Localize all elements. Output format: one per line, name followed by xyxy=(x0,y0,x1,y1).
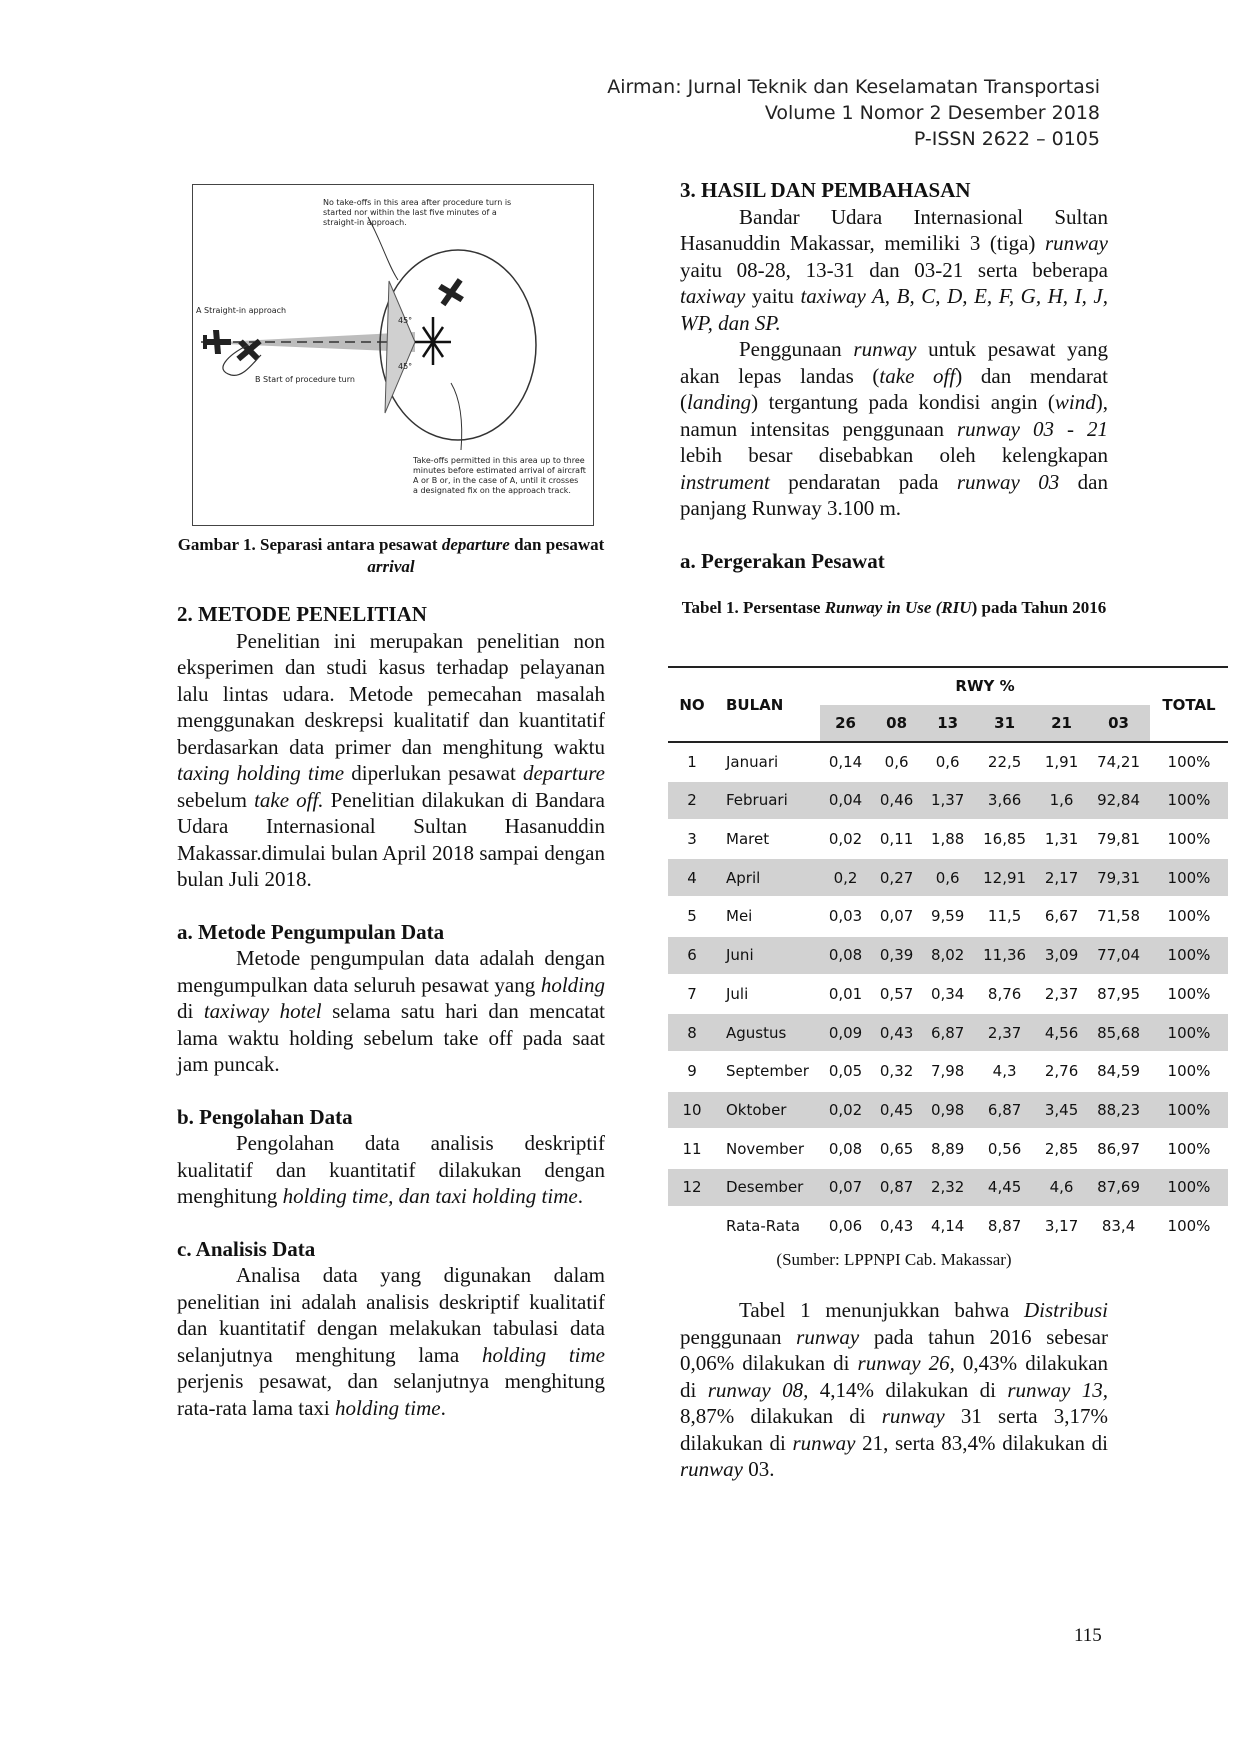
cell-value: 0,32 xyxy=(879,1062,914,1081)
italic-run: runway 03 xyxy=(956,469,1060,494)
cell-no: 1 xyxy=(687,752,697,771)
cell-value: 0,02 xyxy=(828,830,863,849)
journal-header xyxy=(607,74,1100,152)
cell-no: 5 xyxy=(687,907,697,926)
subsection-b-paragraph: Pengolahan data analisis deskriptif kualitatif dan kuantitatif dilakukan dengan menghitung holding time, dan taxi holding time. xyxy=(177,1131,605,1208)
table-row xyxy=(668,936,1228,975)
cell-value: 0,07 xyxy=(820,1168,871,1207)
cell-value: 0,56 xyxy=(987,1139,1022,1158)
cell-value: 0,02 xyxy=(820,1091,871,1130)
cell-value: 4,6 xyxy=(1036,1168,1087,1207)
cell-value: 8,76 xyxy=(987,984,1022,1003)
journal-title: Airman: Jurnal Teknik dan Keselamatan Transportasi xyxy=(607,76,1100,98)
cell-value: 1,88 xyxy=(930,830,965,849)
italic-run: holding xyxy=(540,972,605,997)
table-discussion-paragraph: Tabel 1 menunjukkan bahwa Distribusi penggunaan runway pada tahun 2016 sebesar 0,06% dilakukan di runway 26, 0,43% dilakukan di runway 08, 4,14% dilakukan di runway 13, 8,87% dilakukan di runway 31 serta 3,17% dilakukan di runway 21, serta 83,4% dilakukan di runway 03. xyxy=(680,1298,1109,1481)
section-2-title: 2. METODE PENELITIAN xyxy=(177,602,427,626)
table-row xyxy=(668,975,1228,1014)
cell-no: 8 xyxy=(668,1013,716,1052)
italic-run: runway xyxy=(796,1324,860,1349)
runway-in-use-table xyxy=(668,666,1228,1246)
cell-value: 83,4 xyxy=(1101,1216,1136,1235)
table-caption: Tabel 1. Persentase Runway in Use (RIU) pada Tahun 2016 xyxy=(681,598,1107,617)
cell-total: 100% xyxy=(1167,1062,1211,1081)
no-takeoff-sector xyxy=(385,281,415,413)
cell-value: 4,14 xyxy=(930,1216,965,1235)
cell-value: 0,14 xyxy=(828,752,863,771)
cell-value: 0,34 xyxy=(930,984,965,1003)
cell-value: 92,84 xyxy=(1087,781,1150,820)
table-row xyxy=(668,1052,1228,1091)
italic-run: taxiway A, B, C, D, E, F, G, H, I, J, WP, dan SP. xyxy=(680,284,1109,335)
cell-value: 12,91 xyxy=(973,858,1036,897)
cell-no: 11 xyxy=(682,1139,702,1158)
cell-value: 0,06 xyxy=(828,1216,863,1235)
cell-value: 0,65 xyxy=(879,1139,914,1158)
cell-value: 6,87 xyxy=(973,1091,1036,1130)
cell-value: 3,17 xyxy=(1044,1216,1079,1235)
table-source: (Sumber: LPPNPI Cab. Makassar) xyxy=(776,1250,1012,1269)
runway-cross xyxy=(415,317,451,365)
cell-bulan: Januari xyxy=(726,752,779,771)
italic-run: runway xyxy=(881,1404,945,1428)
cell-bulan: Agustus xyxy=(716,1013,820,1052)
table-header-rwy: RWY % xyxy=(955,677,1015,696)
cell-value: 11,36 xyxy=(973,936,1036,975)
table-header-rwy-21: 21 xyxy=(1036,705,1087,743)
note-bottom-line-2: minutes before estimated arrival of aircraft xyxy=(413,466,586,475)
cell-value: 0,46 xyxy=(871,781,922,820)
cell-bulan: April xyxy=(716,858,820,897)
cell-value: 0,08 xyxy=(828,1139,863,1158)
aircraft-departing-icon xyxy=(432,272,471,311)
table-header-rwy-26: 26 xyxy=(820,705,871,743)
note-top-line-2: started nor within the last five minutes of a xyxy=(323,208,497,217)
cell-total: 100% xyxy=(1150,858,1228,897)
subsection-a-paragraph: Metode pengumpulan data adalah dengan mengumpulkan data seluruh pesawat yang holding di taxiway hotel selama satu hari dan mencatat lama waktu holding sebelum take off pada saat jam puncak. xyxy=(177,946,605,1076)
italic-run: take off xyxy=(879,363,956,388)
cell-value: 8,87 xyxy=(987,1216,1022,1235)
cell-value: 0,11 xyxy=(879,830,914,849)
cell-bulan: November xyxy=(726,1139,805,1158)
aircraft-a-icon xyxy=(203,330,231,354)
italic-run: runway 26, xyxy=(857,1351,955,1375)
table-header-rwy-13: 13 xyxy=(922,705,973,743)
italic-run: wind xyxy=(1054,390,1096,414)
figure-separation-diagram xyxy=(192,184,594,526)
table-header-no: NO xyxy=(679,695,705,714)
cell-value: 1,91 xyxy=(1044,752,1079,771)
italic-run: holding time xyxy=(481,1342,605,1367)
journal-volume: Volume 1 Nomor 2 Desember 2018 xyxy=(764,102,1100,124)
note-top-line-3: straight-in approach. xyxy=(323,218,407,227)
table-row xyxy=(668,1129,1228,1168)
cell-total: 100% xyxy=(1167,1216,1211,1235)
cell-bulan: Juli xyxy=(726,984,749,1003)
cell-value: 79,31 xyxy=(1087,858,1150,897)
italic-run: instrument xyxy=(680,469,770,494)
journal-issn: P-ISSN 2622 – 0105 xyxy=(913,128,1100,150)
cell-value: 1,37 xyxy=(922,781,973,820)
cell-value: 0,6 xyxy=(922,858,973,897)
cell-bulan: Rata-Rata xyxy=(726,1216,801,1235)
italic-run: runway xyxy=(792,1430,856,1455)
cell-value: 2,85 xyxy=(1044,1139,1079,1158)
cell-value: 4,45 xyxy=(973,1168,1036,1207)
cell-value: 8,02 xyxy=(922,936,973,975)
cell-total: 100% xyxy=(1167,984,1211,1003)
cell-value: 86,97 xyxy=(1097,1139,1141,1158)
section-2-paragraph: Penelitian ini merupakan penelitian non eksperimen dan studi kasus terhadap pelayanan lalu lintas udara. Metode pemecahan masalah menggunakan deskrepsi kualitatif dan kuantitatif berdasarkan data primer dan menghitung waktu taxing holding time diperlukan pesawat departure sebelum take off. Penelitian dilakukan di Bandara Udara Internasional Sultan Hasanuddin Makassar.dimulai bulan April 2018 sampai dengan bulan Juli 2018. xyxy=(177,628,605,891)
page-number: 115 xyxy=(1074,1625,1102,1646)
cell-value: 0,05 xyxy=(828,1062,863,1081)
table-row xyxy=(668,1207,1228,1246)
table-header-rwy-03: 03 xyxy=(1087,705,1150,743)
cell-value: 7,98 xyxy=(930,1062,965,1081)
cell-value: 1,6 xyxy=(1036,781,1087,820)
cell-value: 3,45 xyxy=(1036,1091,1087,1130)
table-header-rwy-08: 08 xyxy=(871,705,922,743)
cell-total: 100% xyxy=(1167,752,1211,771)
cell-value: 0,03 xyxy=(828,907,863,926)
label-procedure-turn: B Start of procedure turn xyxy=(255,375,355,384)
table-row xyxy=(668,1091,1228,1130)
cell-total: 100% xyxy=(1150,936,1228,975)
subsection-b-title: b. Pengolahan Data xyxy=(177,1104,353,1129)
cell-value: 71,58 xyxy=(1097,907,1141,926)
cell-value: 0,09 xyxy=(820,1013,871,1052)
italic-run: runway xyxy=(680,1457,743,1481)
cell-value: 77,04 xyxy=(1087,936,1150,975)
table-header-bulan: BULAN xyxy=(726,695,784,714)
note-bottom-line-4: a designated fix on the approach track. xyxy=(413,486,571,495)
section-hasil xyxy=(680,177,1108,574)
cell-no: 4 xyxy=(668,858,716,897)
italic-run: runway 03 - 21 xyxy=(956,416,1108,441)
cell-total: 100% xyxy=(1150,781,1228,820)
italic-run: landing xyxy=(687,390,752,414)
table-row xyxy=(668,781,1228,820)
cell-no: 12 xyxy=(668,1168,716,1207)
cell-value: 0,07 xyxy=(879,907,914,926)
cell-bulan: Oktober xyxy=(716,1091,820,1130)
table-row xyxy=(668,1013,1228,1052)
aircraft-b-icon xyxy=(231,332,268,368)
cell-value: 0,2 xyxy=(820,858,871,897)
table-row xyxy=(668,1168,1228,1207)
cell-value: 3,66 xyxy=(973,781,1036,820)
cell-bulan: Juni xyxy=(716,936,820,975)
cell-total: 100% xyxy=(1150,1091,1228,1130)
cell-no: 2 xyxy=(668,781,716,820)
cell-value: 3,09 xyxy=(1036,936,1087,975)
cell-bulan: Mei xyxy=(726,907,753,926)
italic-run: runway xyxy=(1045,231,1108,255)
cell-bulan: Februari xyxy=(716,781,820,820)
subsection-a-title: a. Metode Pengumpulan Data xyxy=(177,919,445,944)
cell-value: 8,89 xyxy=(930,1139,965,1158)
cell-value: 0,45 xyxy=(871,1091,922,1130)
table-header-rwy-31: 31 xyxy=(973,705,1036,743)
figure-caption: Gambar 1. Separasi antara pesawat departure dan pesawat arrival xyxy=(177,535,605,576)
cell-no: 3 xyxy=(687,830,697,849)
cell-value: 4,56 xyxy=(1036,1013,1087,1052)
cell-value: 16,85 xyxy=(983,830,1027,849)
cell-value: 87,95 xyxy=(1097,984,1141,1003)
cell-total: 100% xyxy=(1167,1139,1211,1158)
cell-value: 0,01 xyxy=(828,984,863,1003)
cell-value: 2,32 xyxy=(922,1168,973,1207)
italic-run: taxing holding time xyxy=(177,761,345,785)
cell-value: 87,69 xyxy=(1087,1168,1150,1207)
cell-value: 0,27 xyxy=(871,858,922,897)
section-3-paragraph-2: Penggunaan runway untuk pesawat yang akan lepas landas (take off) dan mendarat (landing) tergantung pada kondisi angin (wind), namun intensitas penggunaan runway 03 - 21 lebih besar disebabkan oleh kelengkapan instrument pendaratan pada runway 03 dan panjang Runway 3.100 m. xyxy=(680,337,1108,520)
cell-value: 0,6 xyxy=(884,752,909,771)
cell-no: 6 xyxy=(668,936,716,975)
italic-run: departure xyxy=(522,761,605,785)
cell-value: 2,37 xyxy=(973,1013,1036,1052)
cell-bulan: Maret xyxy=(726,830,770,849)
cell-value: 4,3 xyxy=(992,1062,1017,1081)
table-discussion xyxy=(680,1297,1108,1483)
cell-bulan: Desember xyxy=(716,1168,820,1207)
italic-run: runway xyxy=(853,337,917,361)
cell-value: 22,5 xyxy=(987,752,1022,771)
cell-value: 74,21 xyxy=(1097,752,1141,771)
cell-value: 85,68 xyxy=(1087,1013,1150,1052)
table-row xyxy=(668,820,1228,859)
separation-diagram xyxy=(193,185,593,525)
cell-total: 100% xyxy=(1150,1168,1228,1207)
section-metode xyxy=(177,601,605,1421)
cell-value: 6,67 xyxy=(1044,907,1079,926)
italic-run: taxiway hotel xyxy=(203,999,322,1023)
section-3-paragraph-1: Bandar Udara Internasional Sultan Hasanuddin Makassar, memiliki 3 (tiga) runway yaitu 08-28, 13-31 dan 03-21 serta beberapa taxiway yaitu taxiway A, B, C, D, E, F, G, H, I, J, WP, dan SP. xyxy=(680,204,1109,335)
italic-run: Distribusi xyxy=(1023,1298,1108,1322)
cell-total: 100% xyxy=(1167,907,1211,926)
cell-value: 0,08 xyxy=(820,936,871,975)
italic-run: holding time xyxy=(334,1395,441,1420)
cell-no: 9 xyxy=(687,1062,697,1081)
table-row xyxy=(668,742,1228,781)
cell-value: 79,81 xyxy=(1097,830,1141,849)
section-3-title: 3. HASIL DAN PEMBAHASAN xyxy=(680,178,971,202)
cell-value: 0,04 xyxy=(820,781,871,820)
cell-no: 10 xyxy=(668,1091,716,1130)
table-row xyxy=(668,897,1228,936)
cell-value: 1,31 xyxy=(1044,830,1079,849)
cell-value: 0,6 xyxy=(935,752,960,771)
cell-value: 0,43 xyxy=(871,1013,922,1052)
italic-run: runway 13, xyxy=(1007,1377,1109,1402)
table-header-total: TOTAL xyxy=(1162,695,1216,714)
cell-value: 88,23 xyxy=(1087,1091,1150,1130)
italic-run: take off. xyxy=(254,787,324,812)
angle-label-lower: 45° xyxy=(398,362,413,371)
cell-bulan: September xyxy=(726,1062,809,1081)
cell-no xyxy=(668,1207,716,1246)
table-row xyxy=(668,858,1228,897)
cell-value: 0,39 xyxy=(871,936,922,975)
cell-value: 0,87 xyxy=(871,1168,922,1207)
subsection-pergerakan-title: a. Pergerakan Pesawat xyxy=(680,548,885,573)
cell-value: 84,59 xyxy=(1097,1062,1141,1081)
note-bottom-line-3: A or B or, in the case of A, until it crosses xyxy=(413,476,579,485)
cell-value: 9,59 xyxy=(930,907,965,926)
note-bottom-line-1: Take-offs permitted in this area up to three xyxy=(413,456,585,465)
cell-value: 2,17 xyxy=(1036,858,1087,897)
cell-value: 0,57 xyxy=(879,984,914,1003)
cell-value: 11,5 xyxy=(987,907,1022,926)
italic-run: taxiway xyxy=(680,284,746,308)
cell-value: 2,37 xyxy=(1044,984,1079,1003)
cell-total: 100% xyxy=(1167,830,1211,849)
subsection-c-title: c. Analisis Data xyxy=(177,1236,316,1261)
italic-run: runway 08, xyxy=(707,1377,809,1402)
cell-total: 100% xyxy=(1150,1013,1228,1052)
angle-label-upper: 45° xyxy=(398,316,413,325)
italic-run: holding time, dan taxi holding time xyxy=(282,1184,578,1208)
cell-value: 2,76 xyxy=(1044,1062,1079,1081)
cell-no: 7 xyxy=(687,984,697,1003)
note-top-line-1: No take-offs in this area after procedure turn is xyxy=(323,198,512,207)
subsection-c-paragraph: Analisa data yang digunakan dalam penelitian ini adalah analisis deskriptif kualitatif dan kuantitatif dengan melakukan tabulasi data selanjutnya menghitung lama holding time perjenis pesawat, dan selanjutnya menghitung rata-rata lama taxi holding time. xyxy=(177,1263,605,1420)
cell-value: 6,87 xyxy=(922,1013,973,1052)
label-straight-in: A Straight-in approach xyxy=(196,306,287,315)
cell-value: 0,43 xyxy=(879,1216,914,1235)
cell-value: 0,98 xyxy=(922,1091,973,1130)
